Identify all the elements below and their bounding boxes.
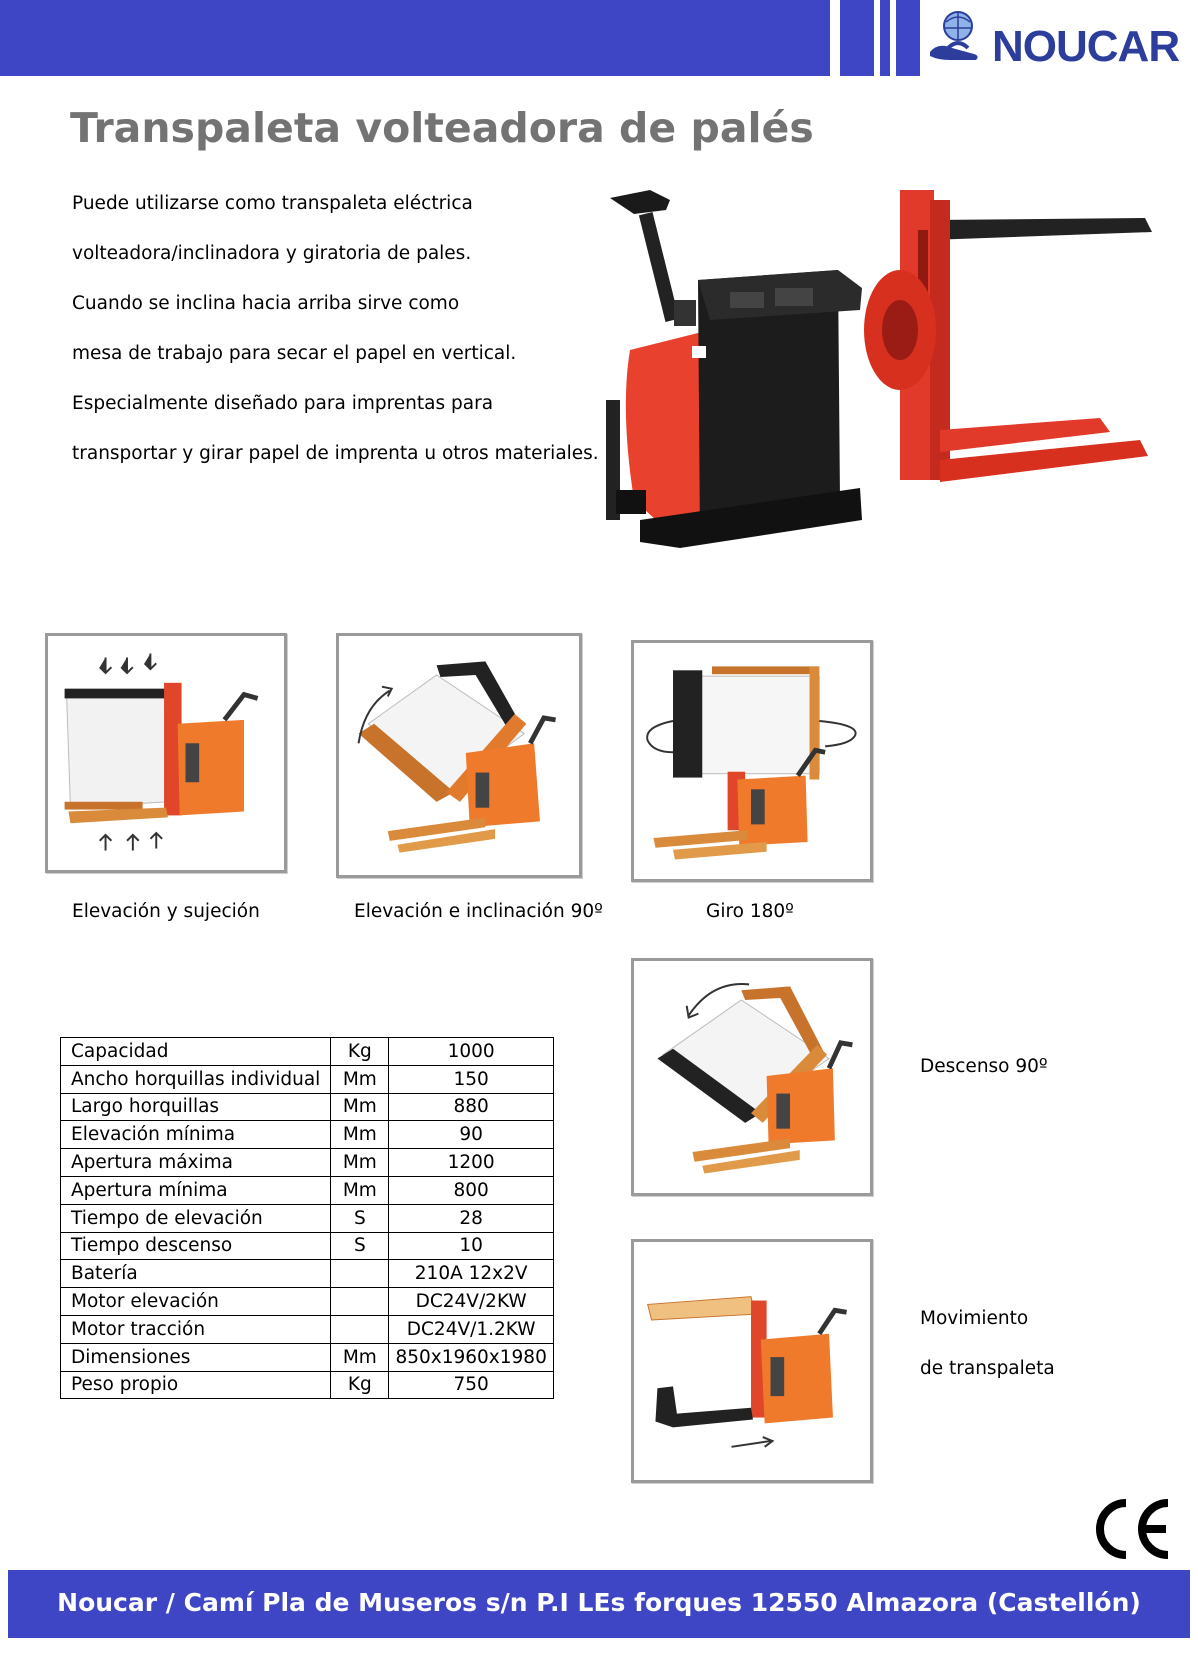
spec-name: Ancho horquillas individual <box>61 1065 331 1093</box>
spec-value: 1200 <box>389 1149 554 1177</box>
table-row <box>61 1176 554 1204</box>
travel-illustration <box>631 1239 873 1483</box>
lift-clamp-illustration <box>45 633 287 873</box>
lower-illustration <box>631 958 873 1196</box>
spec-unit: Mm <box>331 1121 389 1149</box>
table-row <box>61 1371 554 1399</box>
spec-value: 150 <box>389 1065 554 1093</box>
spec-value: 210A 12x2V <box>389 1260 554 1288</box>
spec-unit: Mm <box>331 1343 389 1371</box>
spec-unit <box>331 1315 389 1343</box>
spec-value: 800 <box>389 1176 554 1204</box>
spec-value: DC24V/1.2KW <box>389 1315 554 1343</box>
specs-table <box>60 1037 554 1399</box>
caption-travel: Movimiento <box>920 1308 1029 1329</box>
spec-name: Apertura mínima <box>61 1176 331 1204</box>
header-stripe <box>880 0 890 76</box>
spec-unit: Kg <box>331 1038 389 1066</box>
footer-address: Noucar / Camí Pla de Museros s/n P.I LEs forques 12550 Almazora (Castellón) <box>57 1588 1141 1617</box>
rotate-illustration <box>631 640 873 882</box>
table-row <box>61 1260 554 1288</box>
brand-name: NOUCAR <box>992 22 1180 71</box>
spec-unit: S <box>331 1204 389 1232</box>
globe-hand-icon <box>928 8 992 72</box>
table-row <box>61 1343 554 1371</box>
spec-unit: Mm <box>331 1176 389 1204</box>
table-row <box>61 1204 554 1232</box>
table-row <box>61 1232 554 1260</box>
spec-value: 90 <box>389 1121 554 1149</box>
table-row <box>61 1121 554 1149</box>
header-bar <box>0 0 830 76</box>
spec-value: 750 <box>389 1371 554 1399</box>
intro-line: Cuando se inclina hacia arriba sirve como <box>72 293 460 314</box>
spec-unit: Mm <box>331 1065 389 1093</box>
caption-lift-clamp: Elevación y sujeción <box>72 901 260 922</box>
spec-value: 880 <box>389 1093 554 1121</box>
spec-name: Elevación mínima <box>61 1121 331 1149</box>
lift-tilt-illustration <box>336 633 582 878</box>
spec-unit: Mm <box>331 1149 389 1177</box>
spec-name: Motor tracción <box>61 1315 331 1343</box>
header-stripe <box>840 0 874 76</box>
intro-line: mesa de trabajo para secar el papel en vertical. <box>72 343 517 364</box>
spec-value: 850x1960x1980 <box>389 1343 554 1371</box>
caption-lift-tilt: Elevación e inclinación 90º <box>354 901 603 922</box>
spec-unit <box>331 1260 389 1288</box>
spec-value: 10 <box>389 1232 554 1260</box>
spec-value: 28 <box>389 1204 554 1232</box>
table-row <box>61 1149 554 1177</box>
page-title: Transpaleta volteadora de palés <box>70 104 814 152</box>
spec-value: DC24V/2KW <box>389 1288 554 1316</box>
spec-name: Batería <box>61 1260 331 1288</box>
header-stripe <box>896 0 920 76</box>
spec-name: Tiempo descenso <box>61 1232 331 1260</box>
spec-name: Dimensiones <box>61 1343 331 1371</box>
caption-travel: de transpaleta <box>920 1358 1055 1379</box>
spec-unit: Kg <box>331 1371 389 1399</box>
intro-line: volteadora/inclinadora y giratoria de pales. <box>72 243 472 264</box>
table-row <box>61 1038 554 1066</box>
spec-unit: S <box>331 1232 389 1260</box>
noucar-logo <box>928 8 1188 76</box>
spec-name: Apertura máxima <box>61 1149 331 1177</box>
spec-value: 1000 <box>389 1038 554 1066</box>
spec-name: Peso propio <box>61 1371 331 1399</box>
table-row <box>61 1315 554 1343</box>
pallet-inverter-photo <box>600 170 1170 590</box>
intro-line: Puede utilizarse como transpaleta eléctrica <box>72 193 473 214</box>
spec-unit <box>331 1288 389 1316</box>
table-row <box>61 1288 554 1316</box>
spec-name: Motor elevación <box>61 1288 331 1316</box>
spec-name: Capacidad <box>61 1038 331 1066</box>
intro-line: Especialmente diseñado para imprentas para <box>72 393 494 414</box>
spec-unit: Mm <box>331 1093 389 1121</box>
spec-name: Tiempo de elevación <box>61 1204 331 1232</box>
table-row <box>61 1065 554 1093</box>
caption-lower: Descenso 90º <box>920 1056 1048 1077</box>
intro-line: transportar y girar papel de imprenta u otros materiales. <box>72 443 599 464</box>
spec-name: Largo horquillas <box>61 1093 331 1121</box>
caption-rotate: Giro 180º <box>706 901 794 922</box>
footer-bar <box>8 1570 1190 1638</box>
table-row <box>61 1093 554 1121</box>
ce-mark-icon <box>1092 1497 1172 1561</box>
